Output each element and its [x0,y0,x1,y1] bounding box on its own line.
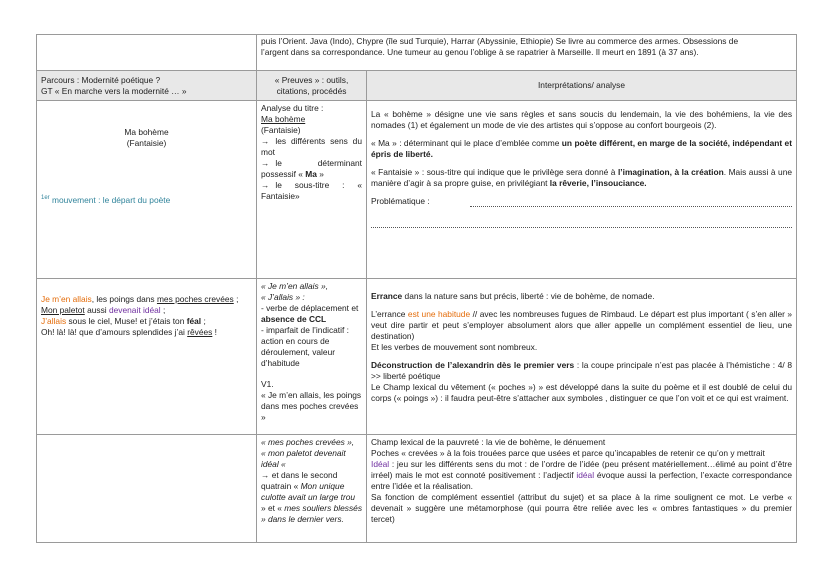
preuves-header [257,71,367,101]
proof-item-2-text-c: » [316,169,324,179]
proof-verb [261,303,362,325]
interpretations-header [367,71,797,101]
proof-subtitle: (Fantaisie) [261,125,301,135]
intro-line-2: l’argent dans sa correspondance. Une tumeur au genou l’oblige à se rapatrier à Marseille. Il meurt en 1891 (à 37 ans). [261,47,699,57]
analysis-fantaisie [371,167,792,189]
proof-item-2-text-a: le déterminant possessif « [261,158,362,179]
proof-item-2 [261,158,362,180]
analysis-fantaisie-c: . Mais aussi à une manière d’agir à sa propre guise, en privilégiant [371,167,793,188]
poverty-quote-2: « mon paletot devenait idéal « [261,448,346,469]
poverty-quote-3-d: mes souliers blessés [284,503,363,513]
proof-item-3 [261,180,362,202]
proof-item-1-text: les différents sens du mot [261,136,362,157]
movement-text: mouvement : le départ du poète [49,194,171,205]
poem-line-1 [41,294,252,305]
analysis-fonction: Sa fonction de complément essentiel (attribut du sujet) et sa place à la rime soulignent ce mot. Le verbe « devenait » suggère une métamorphose (qui pourra être reliée avec les « ombres fantastiques » du premier tercet) [371,492,793,524]
movement-sup: 1er [41,195,50,201]
poverty-quote-1: « mes poches crevées », [261,437,355,447]
preuves-line-2: citations, procédés [276,85,347,96]
proof-imparfait: - imparfait de l’indicatif : action en cours de déroulement, valeur d’habitude [261,325,349,368]
poem-line-1-a: Je m’en allais [41,294,92,304]
poem-line-2-b: aussi [84,305,109,315]
proof-item-1 [261,136,362,158]
poem-line-2-d: ; [160,305,166,315]
analysis-pauvrete: Champ lexical de la pauvreté : la vie de bohème, le dénuement [371,437,606,447]
intro-row [37,35,797,71]
poem-line-2-a: Mon paletot [41,305,85,315]
analysis-alexandrin [371,360,792,382]
poem-line-2 [41,305,252,316]
title-analysis-cell [367,101,797,279]
analysis-fantaisie-d: la rêverie, l’insouciance. [549,178,647,188]
header-row [37,71,797,101]
poem-line-3 [41,316,252,327]
parcours-label: Parcours : Modernité poétique ? [41,74,161,85]
analysis-fantaisie-a: « Fantaisie » : sous-titre qui indique que le privilège sera donné à [371,167,618,177]
analysis-verbes: Et les verbes de mouvement sont nombreux. [371,342,538,352]
gt-label: GT « En marche vers la modernité … » [41,85,187,96]
proof-title: Ma bohème [261,114,306,124]
poem-line-3-d: ; [201,316,206,326]
poverty-row [37,435,797,543]
dotted-line [470,198,792,207]
poem-line-1-b: , les poings dans [91,294,157,304]
poem-line-4 [41,327,252,338]
analysis-errance [371,291,792,302]
poem-line-4-b: rêvées [187,327,213,337]
poem-line-1-c: mes poches crevées [156,294,234,304]
poem-line-1-d: ; [233,294,239,304]
analysis-ideal-d: évoque aussi la perfection, l’exacte correspondance entre l’idée et la réalisation. [371,470,793,491]
poem-line-2-c: devenait idéal [108,305,161,315]
poem-cell [37,279,257,435]
movement-label [41,193,252,206]
parcours-cell [37,71,257,101]
poem-subtitle: (Fantaisie) [126,138,167,148]
title-row [37,101,797,279]
poem-line-4-a: Oh! là! là! que d’amours splendides j’ai [41,327,188,337]
verse-analysis-cell [367,279,797,435]
intro-empty-cell [37,35,257,71]
poverty-quote-3-b: Mon unique culotte avait un large trou [261,481,356,502]
problematique-label: Problématique : [371,196,430,206]
proof-item-2-text-b: Ma [305,169,317,179]
analysis-habitude-c: // avec les nombreuses fugues de Rimbaud. Le départ est plus important ( s’en aller » veut dire partir et peut s’employer absolument alors que aller appelle un complément essentiel de lieu, une destination) [371,309,793,341]
analysis-ideal-b: : jeu sur les différents sens du mot : de l’ordre de l’idée (peu présent matériellement…élimé au point d’être irréel) mais le mot est connoté positivement : l’adjectif [371,459,793,480]
verse-row [37,279,797,435]
poem-line-3-a: J’allais [41,316,67,326]
proof-verb-a: - verbe de déplacement et [261,303,359,313]
poem-title: Ma bohème [124,127,169,137]
proof-quote-2: « J’allais » : [261,292,305,302]
arrow-icon: → [261,158,270,168]
analysis-habitude [371,309,792,342]
analysis-fantaisie-b: l’imagination, à la création [617,167,724,177]
proof-verb-b: absence de CCL [261,314,327,324]
analysis-ma [371,138,792,160]
proof-v1-quote: « Je m’en allais, les poings dans mes poches crevées » [261,390,362,422]
analysis-habitude-a: L’errance [371,309,408,319]
proof-quote-1: « Je m’en allais », [261,281,329,291]
proof-item-3-text: le sous-titre : « Fantaisie» [261,180,362,201]
intro-line-1: puis l’Orient. Java (Indo), Chypre (île sud Turquie), Harrar (Abyssinie, Ethiopie) Se livre au commerce des armes. Obsessions de [261,36,739,46]
analysis-alexandrin-a: Déconstruction de l’alexandrin dès le premier vers [371,360,575,370]
analysis-ideal [371,459,792,492]
preuves-line-1: « Preuves » : outils, [274,74,349,85]
interpretations-label: Interprétations/ analyse [537,80,626,90]
poverty-quote-3-e: » dans le dernier vers. [261,514,344,524]
analysis-ideal-c: idéal [576,470,595,480]
poverty-quote-3-c: » et « [261,503,285,513]
poem-line-3-c: féal [186,316,202,326]
analysis-alexandrin-b: : la coupe principale n’est pas placée à l’hémistiche : 4/ 8 >> liberté poétique [371,360,793,381]
problematique [371,196,792,207]
proof-v1: V1. [261,379,274,389]
arrow-icon: → [261,136,270,146]
title-cell [37,101,257,279]
analysis-ma-b: un poète différent, en marge de la société, indépendant et épris de liberté. [371,138,792,159]
proof-intro: Analyse du titre : [261,103,324,113]
analysis-ma-a: « Ma » : déterminant qui le place d’emblée comme [371,138,562,148]
title-proofs-cell [257,101,367,279]
analysis-habitude-b: est une habitude [407,309,471,319]
poverty-quote-3 [261,470,362,525]
analysis-poches: Poches « crevées » à la fois trouées parce que usées et parce qu’incapables de retenir ce qu’on y mettrait [371,448,765,458]
poverty-analysis-cell [367,435,797,543]
analysis-table [36,34,797,543]
dotted-line [371,219,792,228]
analysis-ideal-a: Idéal [371,459,390,469]
poverty-proofs-cell [257,435,367,543]
poverty-quote-3-a: → et dans le second quatrain « [261,470,338,491]
analysis-errance-a: Errance [371,291,403,301]
poem-line-4-c: ! [212,327,217,337]
arrow-icon: → [261,180,270,190]
verse-proofs-cell [257,279,367,435]
poem-line-3-b: sous le ciel, Muse! et j’étais ton [66,316,187,326]
analysis-vetement: Le Champ lexical du vêtement (« poches ») » est développé dans la suite du poème et il est doublé de celui du corps (« poings ») : il faudra peut-être s’attacher aux symboles , distinguer ce que l’on voit et ce qui est vraiment. [371,382,793,403]
analysis-bohème: La « bohème » désigne une vie sans règles et sans soucis du lendemain, la vie des bohémiens, la vie des nomades (1) et également un mode de vie des artistes qui s’oppose au confort bourgeois (2). [371,109,793,130]
analysis-errance-b: dans la nature sans but précis, liberté : vie de bohème, de nomade. [402,291,655,301]
intro-cell [257,35,797,71]
poverty-empty-cell [37,435,257,543]
